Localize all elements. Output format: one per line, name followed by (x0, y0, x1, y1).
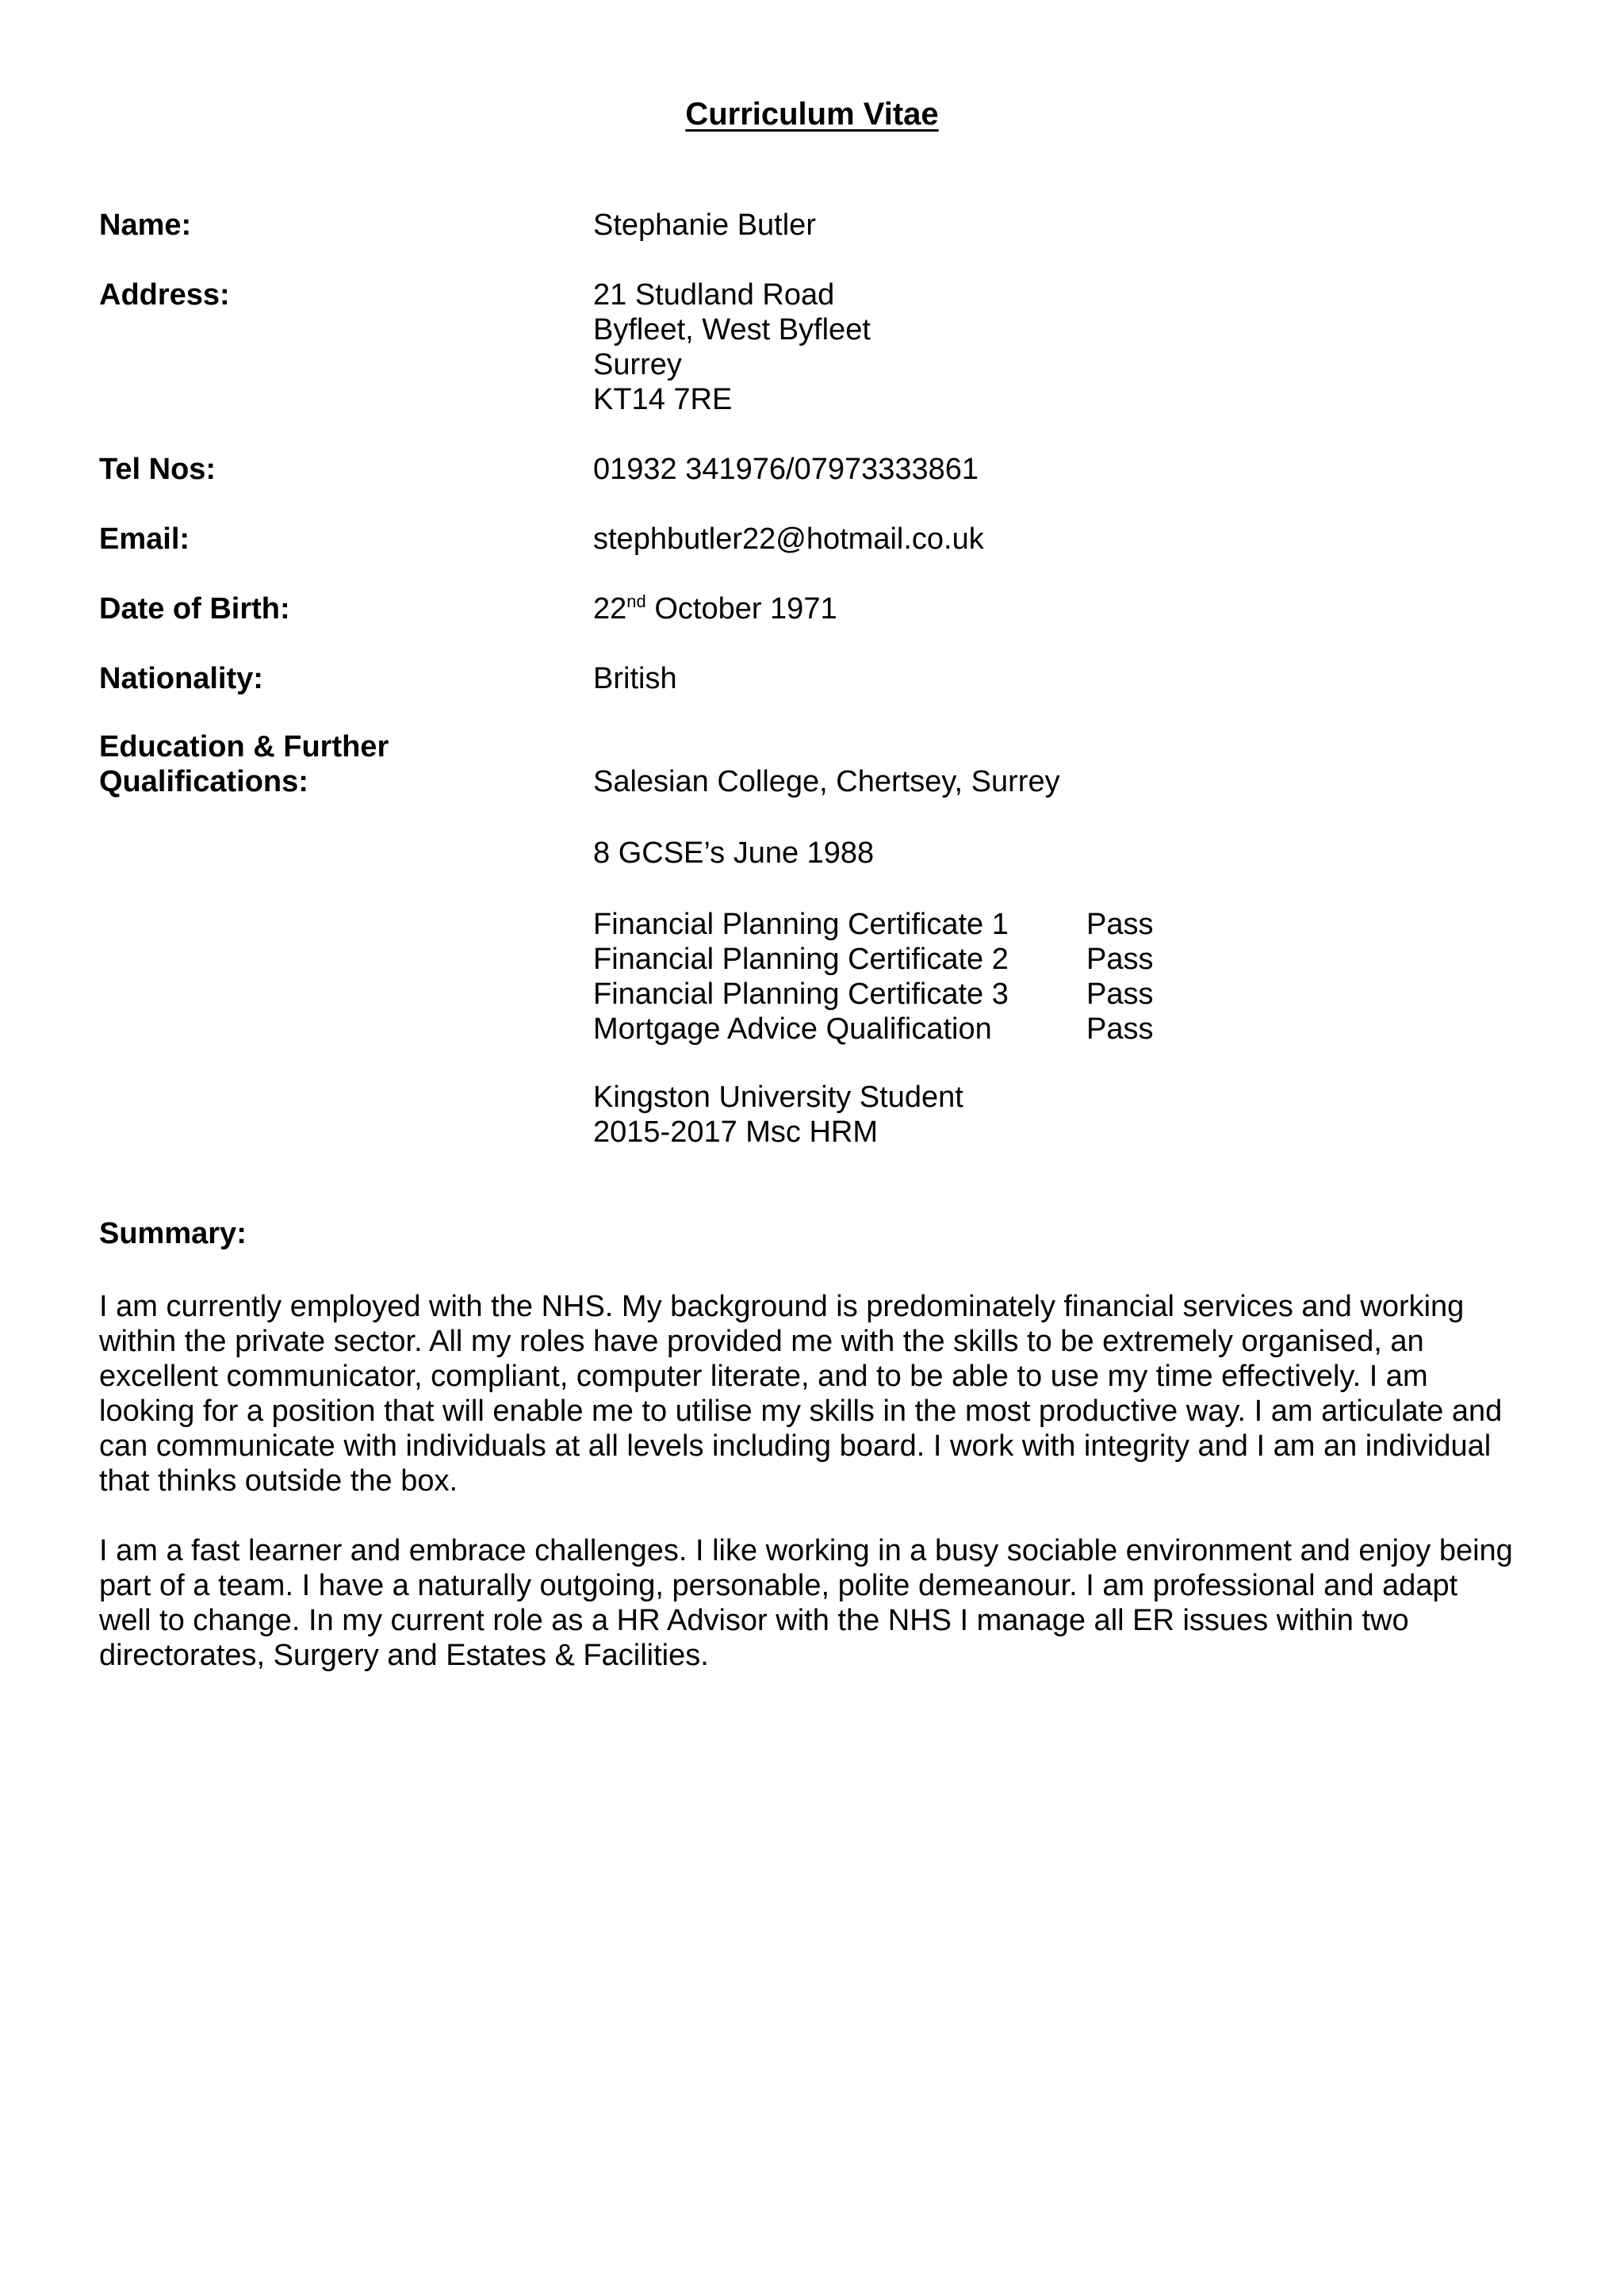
dob-label: Date of Birth: (99, 592, 290, 626)
summary-line: excellent communicator, compliant, computer literate, and to be able to use my time effectively. I am (99, 1360, 1428, 1393)
address-block (593, 277, 871, 417)
tel-label: Tel Nos: (99, 453, 216, 486)
summary-label: Summary: (99, 1217, 247, 1250)
qualification-name: Financial Planning Certificate 2 (593, 943, 1009, 976)
college-value: Salesian College, Chertsey, Surrey (593, 765, 1060, 798)
qualification-result: Pass (1086, 1012, 1154, 1046)
summary-paragraph-1 (99, 1289, 1558, 1498)
university-line: Kingston University Student (593, 1081, 963, 1114)
university-block (593, 1080, 963, 1150)
nationality-label: Nationality: (99, 662, 263, 695)
dob-month-year: October 1971 (645, 592, 837, 626)
summary-line: I am currently employed with the NHS. My background is predominately financial services and working (99, 1290, 1465, 1323)
email-label: Email: (99, 522, 190, 556)
summary-line: I am a fast learner and embrace challenges. I like working in a busy sociable environment and enjoy being (99, 1534, 1513, 1567)
address-line: Byfleet, West Byfleet (593, 313, 871, 346)
email-value: stephbutler22@hotmail.co.uk (593, 522, 984, 556)
document-title (0, 95, 1624, 133)
name-label: Name: (99, 209, 192, 242)
address-line: Surrey (593, 348, 682, 381)
nationality-value: British (593, 662, 677, 695)
name-value: Stephanie Butler (593, 209, 816, 242)
summary-paragraph-2 (99, 1533, 1558, 1673)
summary-line: looking for a position that will enable me to utilise my skills in the most productive way. I am articulate and (99, 1395, 1503, 1428)
qualification-result: Pass (1086, 943, 1154, 976)
qualification-name: Mortgage Advice Qualification (593, 1012, 992, 1046)
qualification-results (1086, 907, 1153, 1047)
summary-line: part of a team. I have a naturally outgoing, personable, polite demeanour. I am professional and adapt (99, 1569, 1458, 1602)
dob-suffix: nd (626, 591, 646, 611)
education-label (99, 729, 389, 799)
qualification-name: Financial Planning Certificate 1 (593, 908, 1009, 941)
university-line: 2015-2017 Msc HRM (593, 1115, 879, 1149)
dob-value (593, 591, 837, 626)
address-line: KT14 7RE (593, 383, 733, 416)
address-line: 21 Studland Road (593, 278, 835, 312)
qualification-names (593, 907, 1009, 1047)
summary-line: within the private sector. All my roles have provided me with the skills to be extremely organised, an (99, 1325, 1424, 1358)
summary-line: well to change. In my current role as a HR Advisor with the NHS I manage all ER issues within two (99, 1604, 1409, 1637)
tel-value: 01932 341976/07973333861 (593, 453, 979, 486)
summary-line: can communicate with individuals at all levels including board. I work with integrity and I am an individual (99, 1429, 1492, 1463)
education-label-line: Qualifications: (99, 765, 308, 798)
document-title-text: Curriculum Vitae (685, 97, 939, 132)
qualification-result: Pass (1086, 978, 1154, 1011)
gcse-value: 8 GCSE’s June 1988 (593, 836, 875, 870)
qualification-name: Financial Planning Certificate 3 (593, 978, 1009, 1011)
dob-day: 22 (593, 592, 627, 626)
address-label: Address: (99, 278, 230, 312)
education-label-line: Education & Further (99, 730, 389, 763)
summary-line: that thinks outside the box. (99, 1464, 458, 1498)
qualification-result: Pass (1086, 908, 1154, 941)
summary-line: directorates, Surgery and Estates & Facilities. (99, 1639, 709, 1672)
